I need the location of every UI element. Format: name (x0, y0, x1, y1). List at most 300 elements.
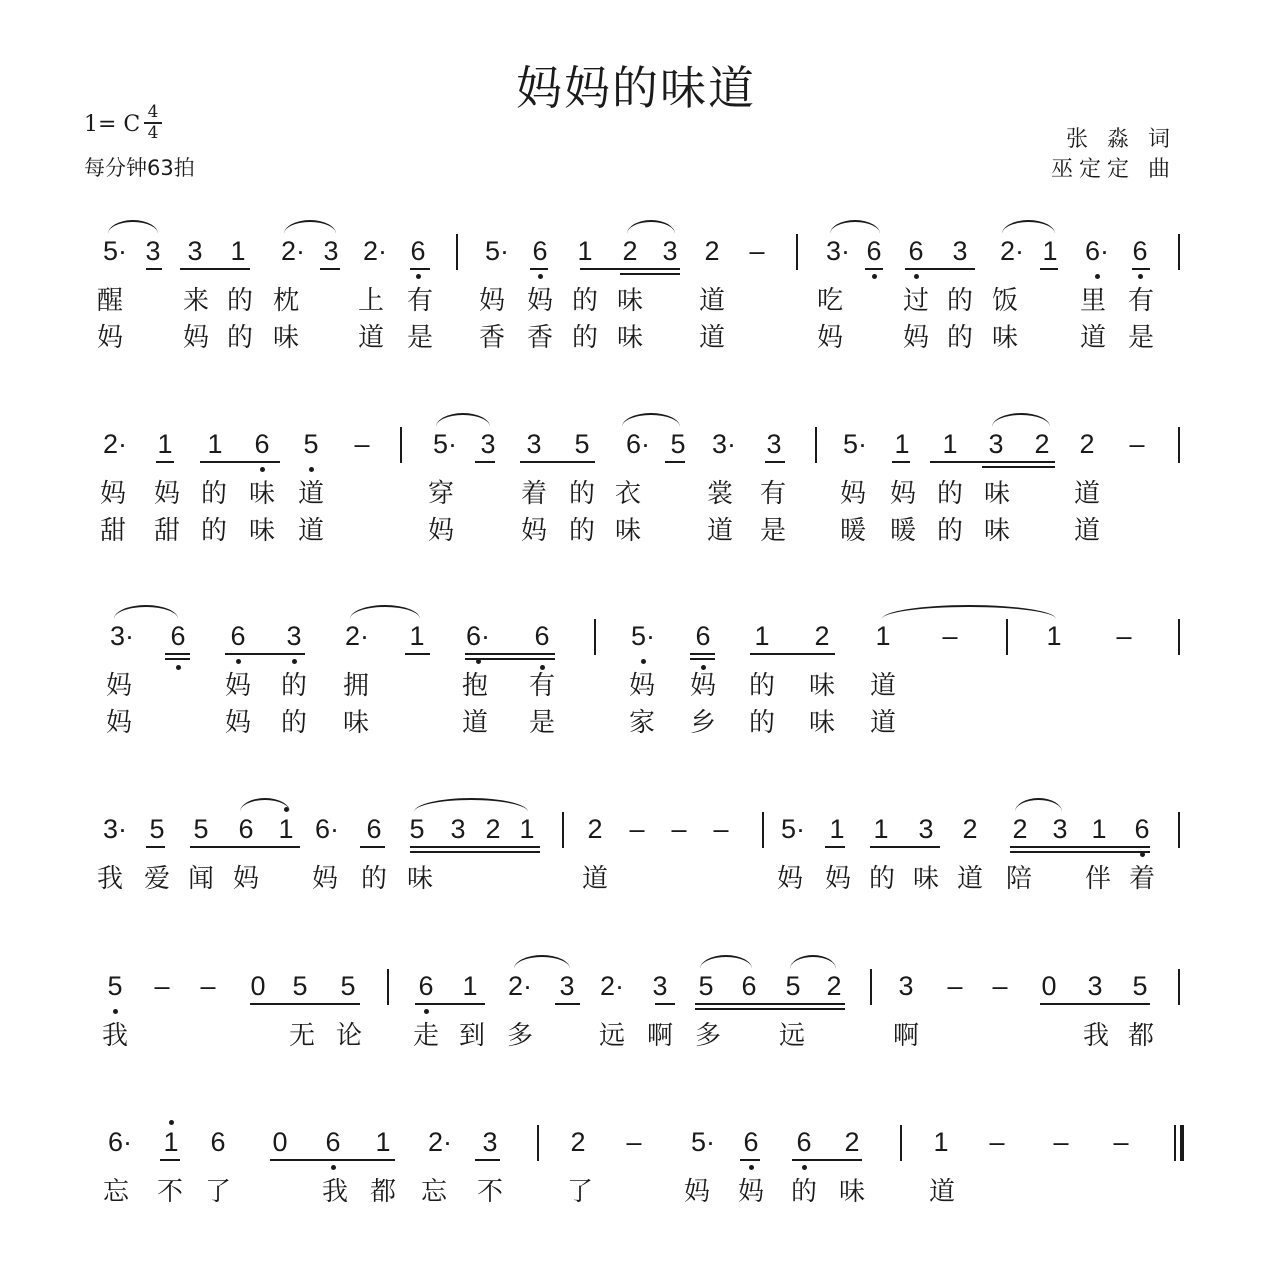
lyric-char: 有 (1127, 286, 1154, 316)
lyric-char: 味 (616, 286, 643, 316)
lyric-char: 拥 (342, 671, 369, 701)
lyric-char: 妈 (520, 516, 547, 546)
lyric-char: 了 (566, 1177, 593, 1207)
underline-eighth (320, 268, 340, 270)
barline (762, 812, 764, 848)
underline-eighth (1132, 268, 1150, 270)
underline-eighth (475, 461, 495, 463)
lyric-char: 衣 (614, 479, 641, 509)
underline-sixteenth (620, 273, 680, 275)
slur (514, 955, 570, 969)
underline-eighth (750, 653, 835, 655)
octave-low-dot (113, 1009, 118, 1014)
note: 3 (482, 1127, 498, 1157)
note: 6 (366, 814, 382, 844)
octave-low-dot (416, 274, 421, 279)
lyric-char: 是 (759, 516, 786, 546)
note: 5 (292, 971, 308, 1001)
barline (1178, 427, 1180, 463)
lyrics-line-1 (0, 284, 1272, 318)
lyric-char: 妈 (427, 516, 454, 546)
lyric-char: 无 (288, 1021, 315, 1051)
lyric-char: 妈 (182, 323, 209, 353)
note: 2 (704, 236, 720, 266)
underline-eighth (270, 1159, 395, 1161)
underline-eighth (905, 268, 975, 270)
barline (1006, 619, 1008, 655)
lyric-char: 道 (297, 516, 324, 546)
note: 5· (484, 236, 509, 266)
octave-low-dot (749, 1165, 754, 1170)
time-signature (144, 104, 162, 142)
lyric-char: 道 (956, 864, 983, 894)
lyric-char: 的 (936, 479, 963, 509)
octave-low-dot (236, 659, 241, 664)
lyric-char: 着 (1128, 864, 1155, 894)
note: 5· (630, 621, 655, 651)
barline (1178, 812, 1180, 848)
final-thin-barline (1174, 1125, 1176, 1161)
underline-eighth (360, 846, 385, 848)
note: 5 (409, 814, 425, 844)
note: 3 (652, 971, 668, 1001)
note: 6 (210, 1127, 226, 1157)
note: 2· (507, 971, 532, 1001)
note: 3 (1052, 814, 1068, 844)
underline-eighth (200, 461, 280, 463)
underline-eighth (1040, 1003, 1150, 1005)
slur (627, 220, 675, 234)
lyricist-credit: 张 淼 词 (1066, 127, 1176, 152)
octave-low-dot (1138, 274, 1143, 279)
note: 1 (157, 429, 173, 459)
key-signature: 1= C (84, 112, 141, 137)
lyric-char: 走 (412, 1021, 439, 1051)
lyric-char: 有 (759, 479, 786, 509)
note: 6 (796, 1127, 812, 1157)
note: 6 (743, 1127, 759, 1157)
note: 3 (918, 814, 934, 844)
octave-low-dot (914, 274, 919, 279)
note: 3 (988, 429, 1004, 459)
note: – (1116, 621, 1132, 651)
octave-low-dot (538, 274, 543, 279)
lyric-char: 香 (478, 323, 505, 353)
lyric-char: 妈 (526, 286, 553, 316)
note: 1 (375, 1127, 391, 1157)
barline (1178, 619, 1180, 655)
underline-eighth (415, 1003, 485, 1005)
lyric-char: 妈 (311, 864, 338, 894)
note: 6· (625, 429, 650, 459)
note: – (947, 971, 963, 1001)
lyric-char: 道 (869, 671, 896, 701)
lyrics-line-2 (0, 514, 1272, 548)
lyric-char: 妈 (96, 323, 123, 353)
lyric-char: 妈 (889, 479, 916, 509)
lyric-char: 味 (248, 516, 275, 546)
lyric-char: 里 (1079, 286, 1106, 316)
lyrics-line-2 (0, 706, 1272, 740)
lyric-char: 妈 (224, 708, 251, 738)
lyric-char: 香 (526, 323, 553, 353)
note: – (713, 814, 729, 844)
lyric-char: 妈 (224, 671, 251, 701)
note: 2 (1034, 429, 1050, 459)
lyric-char: 妈 (816, 323, 843, 353)
lyric-char: 论 (335, 1021, 362, 1051)
note: 6 (238, 814, 254, 844)
note: – (671, 814, 687, 844)
note: 6· (107, 1127, 132, 1157)
octave-low-dot (424, 1009, 429, 1014)
lyric-char: 了 (204, 1177, 231, 1207)
time-signature-bottom: 4 (147, 123, 159, 143)
note: 0 (250, 971, 266, 1001)
lyric-char: 忘 (420, 1177, 447, 1207)
note: 2· (427, 1127, 452, 1157)
note: 1 (1046, 621, 1062, 651)
note: 1 (462, 971, 478, 1001)
note: 2 (485, 814, 501, 844)
octave-low-dot (292, 659, 297, 664)
note: 1 (933, 1127, 949, 1157)
slur (1002, 220, 1055, 234)
lyric-char: 甜 (99, 516, 126, 546)
lyric-char: 裳 (706, 479, 733, 509)
slur (992, 413, 1050, 427)
lyric-char: 的 (946, 286, 973, 316)
note: 6 (695, 621, 711, 651)
barline (400, 427, 402, 463)
note: 2 (962, 814, 978, 844)
lyric-char: 的 (568, 516, 595, 546)
underline-sixteenth (695, 1008, 845, 1010)
note: 5 (670, 429, 686, 459)
lyric-char: 味 (983, 516, 1010, 546)
underline-eighth (530, 268, 548, 270)
note: 6 (230, 621, 246, 651)
lyric-char: 是 (406, 323, 433, 353)
note: 2 (1079, 429, 1095, 459)
tempo-marking: 每分钟63拍 (84, 156, 195, 180)
barline (456, 234, 458, 270)
note: 3 (662, 236, 678, 266)
lyric-char: 我 (101, 1021, 128, 1051)
notes-row (0, 413, 1272, 483)
underline-eighth (165, 653, 190, 655)
lyric-char: 味 (912, 864, 939, 894)
lyric-char: 穿 (427, 479, 454, 509)
note: 2· (280, 236, 305, 266)
underline-eighth (792, 1159, 862, 1161)
note: 1 (207, 429, 223, 459)
note: 6 (534, 621, 550, 651)
note: 3 (450, 814, 466, 844)
lyric-char: 伴 (1084, 864, 1111, 894)
note: 6 (418, 971, 434, 1001)
underline-eighth (1040, 268, 1058, 270)
note: 5 (303, 429, 319, 459)
underline-eighth (695, 1003, 845, 1005)
note: – (629, 814, 645, 844)
underline-eighth (146, 846, 165, 848)
note: 2 (826, 971, 842, 1001)
lyric-char: 不 (156, 1177, 183, 1207)
lyrics-line-1 (0, 669, 1272, 703)
slur (790, 955, 836, 969)
lyric-char: 都 (1127, 1021, 1154, 1051)
note: – (1129, 429, 1145, 459)
underline-eighth (930, 461, 1055, 463)
octave-low-dot (1095, 274, 1100, 279)
lyric-char: 啊 (892, 1021, 919, 1051)
slur (622, 413, 680, 427)
lyric-char: 乡 (689, 708, 716, 738)
note: 6 (325, 1127, 341, 1157)
note: 3 (952, 236, 968, 266)
lyric-char: 上 (357, 286, 384, 316)
note: 5 (107, 971, 123, 1001)
note: 3 (898, 971, 914, 1001)
note: 1 (278, 814, 294, 844)
barline (900, 1125, 902, 1161)
underline-eighth (1010, 846, 1150, 848)
lyric-char: 妈 (105, 671, 132, 701)
lyric-char: 妈 (683, 1177, 710, 1207)
underline-eighth (580, 268, 680, 270)
lyric-char: 的 (790, 1177, 817, 1207)
note: 0 (1041, 971, 1057, 1001)
lyric-char: 味 (614, 516, 641, 546)
underline-eighth (892, 461, 910, 463)
lyric-char: 的 (748, 708, 775, 738)
underline-sixteenth (982, 466, 1055, 468)
octave-low-dot (331, 1165, 336, 1170)
note: 3 (286, 621, 302, 651)
underline-eighth (825, 846, 845, 848)
lyric-char: 着 (520, 479, 547, 509)
lyric-char: 的 (280, 671, 307, 701)
lyric-char: 陪 (1005, 864, 1032, 894)
note: 3 (766, 429, 782, 459)
lyric-char: 味 (808, 671, 835, 701)
octave-high-dot (284, 807, 289, 812)
note: 2· (999, 236, 1024, 266)
barline (1178, 969, 1180, 1005)
note: 6· (465, 621, 490, 651)
lyric-char: 道 (297, 479, 324, 509)
note: 2 (570, 1127, 586, 1157)
note: 5 (698, 971, 714, 1001)
lyric-char: 我 (96, 864, 123, 894)
note: 3 (187, 236, 203, 266)
note: 6 (532, 236, 548, 266)
barline (594, 619, 596, 655)
note: 6 (741, 971, 757, 1001)
lyrics-line-1 (0, 862, 1272, 896)
notes-row (0, 798, 1272, 868)
underline-eighth (475, 1159, 500, 1161)
lyric-char: 家 (628, 708, 655, 738)
underline-eighth (520, 461, 595, 463)
lyric-char: 多 (694, 1021, 721, 1051)
underline-sixteenth (690, 658, 715, 660)
note: – (200, 971, 216, 1001)
underline-eighth (740, 1159, 760, 1161)
lyric-char: 味 (983, 479, 1010, 509)
lyric-char: 道 (461, 708, 488, 738)
note: 3 (559, 971, 575, 1001)
lyric-char: 道 (357, 323, 384, 353)
barline (1178, 234, 1180, 270)
lyric-char: 味 (838, 1177, 865, 1207)
note: 1 (230, 236, 246, 266)
octave-low-dot (641, 659, 646, 664)
note: 1 (875, 621, 891, 651)
underline-sixteenth (1010, 851, 1150, 853)
note: 1 (1091, 814, 1107, 844)
underline-eighth (555, 1003, 580, 1005)
underline-eighth (250, 1003, 360, 1005)
note: 2· (362, 236, 387, 266)
slur (108, 220, 158, 234)
lyric-char: 妈 (776, 864, 803, 894)
note: – (154, 971, 170, 1001)
note: 1 (1042, 236, 1058, 266)
note: 3· (109, 621, 134, 651)
slur (414, 798, 528, 812)
lyrics-line-1 (0, 1175, 1272, 1209)
lyric-char: 有 (406, 286, 433, 316)
slur (830, 220, 880, 234)
note: 2 (814, 621, 830, 651)
lyric-char: 的 (571, 323, 598, 353)
lyric-char: 多 (506, 1021, 533, 1051)
lyric-char: 道 (869, 708, 896, 738)
note: – (626, 1127, 642, 1157)
note: 3 (145, 236, 161, 266)
note: 5 (785, 971, 801, 1001)
lyric-char: 的 (868, 864, 895, 894)
lyric-char: 妈 (902, 323, 929, 353)
note: 6 (170, 621, 186, 651)
note: 2· (344, 621, 369, 651)
note: – (749, 236, 765, 266)
note: 1 (163, 1127, 179, 1157)
barline (796, 234, 798, 270)
lyric-char: 的 (280, 708, 307, 738)
lyric-char: 道 (1073, 479, 1100, 509)
lyric-char: 忘 (102, 1177, 129, 1207)
note: 3 (480, 429, 496, 459)
lyric-char: 我 (321, 1177, 348, 1207)
note: 3 (323, 236, 339, 266)
note: 5 (340, 971, 356, 1001)
lyric-char: 的 (200, 516, 227, 546)
underline-eighth (765, 461, 785, 463)
barline (870, 969, 872, 1005)
note: 5 (574, 429, 590, 459)
note: 2 (1012, 814, 1028, 844)
lyric-char: 的 (200, 479, 227, 509)
slur (284, 220, 336, 234)
lyric-char: 道 (581, 864, 608, 894)
time-signature-top: 4 (147, 102, 159, 122)
note: 1 (942, 429, 958, 459)
lyric-char: 道 (698, 286, 725, 316)
octave-low-dot (309, 467, 314, 472)
note: 1 (873, 814, 889, 844)
note: – (1113, 1127, 1129, 1157)
lyric-char: 的 (748, 671, 775, 701)
note: 1 (894, 429, 910, 459)
lyric-char: 闻 (187, 864, 214, 894)
underline-eighth (465, 653, 555, 655)
lyric-char: 抱 (461, 671, 488, 701)
lyric-char: 的 (946, 323, 973, 353)
lyric-char: 味 (406, 864, 433, 894)
note: 1 (519, 814, 535, 844)
underline-eighth (410, 846, 540, 848)
underline-sixteenth (165, 658, 190, 660)
lyric-char: 醒 (96, 286, 123, 316)
note: 5 (1132, 971, 1148, 1001)
note: 3 (1087, 971, 1103, 1001)
notes-row (0, 605, 1272, 675)
lyric-char: 味 (808, 708, 835, 738)
note: 5 (193, 814, 209, 844)
underline-eighth (190, 846, 300, 848)
lyric-char: 道 (928, 1177, 955, 1207)
underline-eighth (225, 653, 305, 655)
lyric-char: 妈 (153, 479, 180, 509)
barline (562, 812, 564, 848)
note: 0 (272, 1127, 288, 1157)
note: 6 (254, 429, 270, 459)
note: 3· (825, 236, 850, 266)
underline-eighth (690, 653, 715, 655)
lyric-char: 味 (248, 479, 275, 509)
lyrics-line-1 (0, 1019, 1272, 1053)
final-thick-barline (1180, 1125, 1184, 1161)
barline (815, 427, 817, 463)
note: 5 (149, 814, 165, 844)
octave-low-dot (872, 274, 877, 279)
octave-high-dot (169, 1120, 174, 1125)
notes-row (0, 955, 1272, 1025)
underline-eighth (180, 268, 250, 270)
lyric-char: 妈 (689, 671, 716, 701)
note: – (1053, 1127, 1069, 1157)
lyric-char: 妈 (737, 1177, 764, 1207)
lyric-char: 味 (272, 323, 299, 353)
lyric-char: 妈 (628, 671, 655, 701)
slur (882, 605, 1056, 619)
barline (537, 1125, 539, 1161)
lyric-char: 不 (476, 1177, 503, 1207)
underline-sixteenth (410, 851, 540, 853)
note: 5· (432, 429, 457, 459)
octave-low-dot (802, 1165, 807, 1170)
note: 2· (102, 429, 127, 459)
slur (114, 605, 178, 619)
lyric-char: 妈 (478, 286, 505, 316)
octave-low-dot (476, 659, 481, 664)
note: 6 (1134, 814, 1150, 844)
lyric-char: 妈 (839, 479, 866, 509)
lyric-char: 的 (226, 286, 253, 316)
